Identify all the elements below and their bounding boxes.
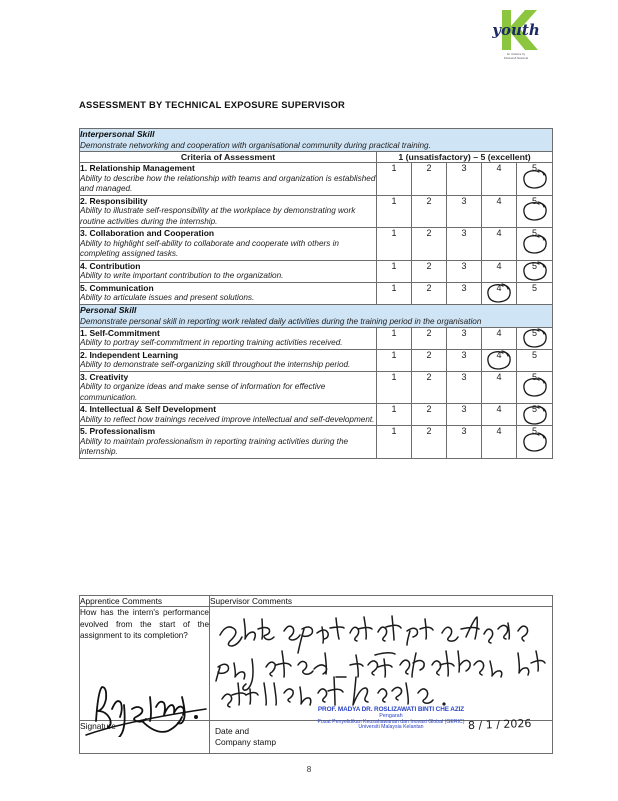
score-option-4[interactable] bbox=[482, 163, 517, 196]
score-value: 5 bbox=[532, 327, 538, 338]
criteria-name: 2. Independent Learning bbox=[80, 349, 179, 360]
apprentice-comments-header: Apprentice Comments bbox=[80, 596, 210, 607]
score-value: 1 bbox=[391, 260, 397, 271]
score-value: 3 bbox=[461, 404, 467, 414]
table-row bbox=[80, 327, 553, 349]
score-option-3[interactable] bbox=[447, 163, 482, 196]
supervisor-comments-header: Supervisor Comments bbox=[210, 596, 553, 607]
logo-tagline-line2: Khazanah Nasional bbox=[503, 57, 529, 61]
score-value: 3 bbox=[461, 426, 467, 436]
stamp-department: Pusat Penyelidikan Keusahawanan dan Inovasi Global (GERIC) bbox=[317, 718, 465, 725]
date-stamp-label: Date and Company stamp bbox=[215, 726, 276, 747]
score-option-2[interactable] bbox=[412, 282, 447, 304]
score-value: 1 bbox=[391, 327, 397, 338]
score-value: 1 bbox=[391, 371, 397, 382]
score-option-4[interactable] bbox=[482, 349, 517, 371]
score-value: 3 bbox=[461, 228, 467, 238]
score-value: 5 bbox=[532, 426, 538, 436]
score-value: 5 bbox=[532, 404, 538, 414]
score-option-1[interactable] bbox=[377, 404, 412, 426]
criteria-description: Ability to highlight self-ability to collaborate and cooperate with others in completing assigned tasks. bbox=[80, 238, 339, 258]
header-scale: 1 (unsatisfactory) – 5 (excellent) bbox=[377, 152, 553, 163]
score-option-3[interactable] bbox=[447, 404, 482, 426]
criteria-cell bbox=[80, 426, 377, 459]
table-row bbox=[80, 426, 553, 459]
score-value: 1 bbox=[391, 228, 397, 238]
table-row bbox=[80, 228, 553, 261]
score-value: 2 bbox=[426, 195, 432, 206]
score-option-5[interactable] bbox=[517, 349, 553, 371]
score-value: 2 bbox=[426, 426, 432, 436]
score-value: 4 bbox=[496, 228, 502, 238]
score-option-1[interactable] bbox=[377, 195, 412, 228]
table-row bbox=[80, 260, 553, 282]
criteria-cell bbox=[80, 371, 377, 404]
score-option-3[interactable] bbox=[447, 260, 482, 282]
score-value: 4 bbox=[496, 260, 502, 271]
score-value: 2 bbox=[426, 260, 432, 271]
table-row bbox=[80, 349, 553, 371]
score-option-1[interactable] bbox=[377, 371, 412, 404]
table-row bbox=[80, 282, 553, 304]
score-value: 4 bbox=[496, 349, 502, 360]
criteria-name: 3. Creativity bbox=[80, 371, 129, 382]
score-option-5[interactable] bbox=[517, 404, 553, 426]
score-option-3[interactable] bbox=[447, 371, 482, 404]
score-value: 1 bbox=[391, 195, 397, 206]
score-option-1[interactable] bbox=[377, 163, 412, 196]
criteria-description: Ability to maintain professionalism in reporting training activities during the internship. bbox=[80, 436, 349, 456]
table-row bbox=[80, 371, 553, 404]
score-option-2[interactable] bbox=[412, 404, 447, 426]
logo-youth-script-icon bbox=[484, 8, 548, 52]
criteria-description: Ability to demonstrate self-organizing skill throughout the internship period. bbox=[80, 360, 351, 369]
score-option-5[interactable] bbox=[517, 327, 553, 349]
score-option-5[interactable] bbox=[517, 163, 553, 196]
assessment-table bbox=[79, 128, 553, 459]
score-value: 5 bbox=[532, 195, 538, 206]
page-number: 8 bbox=[306, 765, 312, 774]
criteria-cell bbox=[80, 327, 377, 349]
score-option-3[interactable] bbox=[447, 426, 482, 459]
score-option-2[interactable] bbox=[412, 228, 447, 261]
table-row bbox=[80, 195, 553, 228]
score-value: 4 bbox=[496, 282, 502, 293]
score-value: 1 bbox=[391, 282, 397, 293]
svg-text:youth: youth bbox=[492, 21, 540, 39]
company-stamp bbox=[296, 707, 486, 731]
score-value: 1 bbox=[391, 163, 397, 173]
criteria-name: 5. Professionalism bbox=[80, 426, 156, 436]
score-value: 4 bbox=[496, 404, 502, 414]
score-option-3[interactable] bbox=[447, 282, 482, 304]
score-value: 3 bbox=[461, 327, 467, 338]
score-option-1[interactable] bbox=[377, 349, 412, 371]
score-value: 5 bbox=[532, 228, 538, 238]
score-option-2[interactable] bbox=[412, 327, 447, 349]
page-title: ASSESSMENT BY TECHNICAL EXPOSURE SUPERVISOR bbox=[79, 99, 346, 110]
score-value: 1 bbox=[391, 349, 397, 360]
score-option-3[interactable] bbox=[447, 349, 482, 371]
score-option-4[interactable] bbox=[482, 282, 517, 304]
section-title: Personal Skill bbox=[80, 304, 137, 315]
score-option-5[interactable] bbox=[517, 371, 553, 404]
criteria-cell bbox=[80, 228, 377, 261]
criteria-cell bbox=[80, 349, 377, 371]
date-handwritten: 8 / 1 / 2026 bbox=[467, 716, 532, 733]
score-value: 3 bbox=[461, 195, 467, 206]
score-value: 3 bbox=[461, 260, 467, 271]
score-option-4[interactable] bbox=[482, 228, 517, 261]
score-option-5[interactable] bbox=[517, 195, 553, 228]
criteria-description: Ability to articulate issues and present solutions. bbox=[80, 293, 255, 302]
score-value: 2 bbox=[426, 404, 432, 414]
score-value: 2 bbox=[426, 349, 432, 360]
score-value: 2 bbox=[426, 327, 432, 338]
score-option-2[interactable] bbox=[412, 349, 447, 371]
criteria-name: 3. Collaboration and Cooperation bbox=[80, 228, 215, 238]
score-option-4[interactable] bbox=[482, 426, 517, 459]
score-value: 3 bbox=[461, 163, 467, 173]
section-title: Interpersonal Skill bbox=[80, 129, 155, 139]
score-option-2[interactable] bbox=[412, 260, 447, 282]
stamp-position: Pengarah bbox=[379, 712, 403, 719]
score-option-4[interactable] bbox=[482, 195, 517, 228]
logo-tagline-line1: An initiative by bbox=[506, 53, 526, 56]
score-option-4[interactable] bbox=[482, 327, 517, 349]
criteria-name: 4. Contribution bbox=[80, 260, 141, 271]
score-value: 2 bbox=[426, 371, 432, 382]
logo-mark bbox=[484, 8, 548, 52]
score-value: 4 bbox=[496, 163, 502, 173]
criteria-name: 4. Intellectual & Self Development bbox=[80, 404, 217, 414]
score-option-1[interactable] bbox=[377, 260, 412, 282]
criteria-description: Ability to organize ideas and make sense of information for effective communication. bbox=[80, 382, 326, 402]
criteria-description: Ability to portray self-commitment in reporting training activities received. bbox=[80, 338, 343, 347]
score-option-2[interactable] bbox=[412, 371, 447, 404]
score-option-1[interactable] bbox=[377, 282, 412, 304]
kyouth-logo bbox=[484, 8, 548, 68]
criteria-description: Ability to reflect how trainings received improve intellectual and self-development. bbox=[80, 414, 375, 424]
score-value: 4 bbox=[496, 371, 502, 382]
score-value: 5 bbox=[532, 282, 538, 293]
score-option-5[interactable] bbox=[517, 228, 553, 261]
criteria-cell bbox=[80, 282, 377, 304]
score-option-5[interactable] bbox=[517, 282, 553, 304]
score-option-4[interactable] bbox=[482, 404, 517, 426]
score-option-1[interactable] bbox=[377, 426, 412, 459]
section-band bbox=[80, 304, 553, 327]
supervisor-handwriting bbox=[210, 607, 550, 715]
criteria-cell bbox=[80, 260, 377, 282]
score-value: 5 bbox=[532, 260, 538, 271]
supervisor-comments-cell[interactable] bbox=[210, 607, 553, 721]
score-value: 3 bbox=[461, 371, 467, 382]
signature-label: Signature bbox=[80, 721, 210, 754]
score-value: 1 bbox=[391, 404, 397, 414]
apprentice-prompt: How has the intern's performance evolved from the start of the assignment to its completion? bbox=[80, 608, 209, 640]
criteria-description: Ability to illustrate self-responsibility at the workplace by demonstrating work routine activities during the internship. bbox=[80, 206, 356, 226]
score-option-3[interactable] bbox=[447, 327, 482, 349]
criteria-name: 5. Communication bbox=[80, 282, 154, 293]
score-value: 3 bbox=[461, 282, 467, 293]
score-option-1[interactable] bbox=[377, 327, 412, 349]
score-value: 5 bbox=[532, 349, 538, 360]
score-option-5[interactable] bbox=[517, 260, 553, 282]
score-value: 5 bbox=[532, 163, 538, 173]
criteria-cell bbox=[80, 163, 377, 196]
score-option-3[interactable] bbox=[447, 195, 482, 228]
section-subtitle: Demonstrate networking and cooperation with organisational community during practical training. bbox=[80, 141, 431, 150]
score-value: 3 bbox=[461, 349, 467, 360]
score-option-5[interactable] bbox=[517, 426, 553, 459]
stamp-institution: Universiti Malaysia Kelantan bbox=[358, 724, 424, 731]
table-row bbox=[80, 163, 553, 196]
criteria-name: 2. Responsibility bbox=[80, 195, 148, 206]
section-band bbox=[80, 129, 553, 152]
score-option-3[interactable] bbox=[447, 228, 482, 261]
apprentice-comments-cell[interactable] bbox=[80, 607, 210, 721]
score-value: 4 bbox=[496, 426, 502, 436]
header-criteria: Criteria of Assessment bbox=[80, 152, 377, 163]
score-option-2[interactable] bbox=[412, 426, 447, 459]
section-subtitle: Demonstrate personal skill in reporting work related daily activities during the training period in the organisation bbox=[80, 316, 482, 326]
score-value: 4 bbox=[496, 327, 502, 338]
score-option-4[interactable] bbox=[482, 260, 517, 282]
score-value: 4 bbox=[496, 195, 502, 206]
score-option-1[interactable] bbox=[377, 228, 412, 261]
score-value: 5 bbox=[532, 371, 538, 382]
criteria-description: Ability to write important contribution to the organization. bbox=[80, 271, 284, 280]
criteria-cell bbox=[80, 404, 377, 426]
table-row bbox=[80, 404, 553, 426]
criteria-cell bbox=[80, 195, 377, 228]
score-option-4[interactable] bbox=[482, 371, 517, 404]
score-value: 1 bbox=[391, 426, 397, 436]
score-value: 2 bbox=[426, 282, 432, 293]
score-option-2[interactable] bbox=[412, 195, 447, 228]
score-value: 2 bbox=[426, 163, 432, 173]
score-option-2[interactable] bbox=[412, 163, 447, 196]
criteria-name: 1. Self-Commitment bbox=[80, 327, 160, 338]
criteria-name: 1. Relationship Management bbox=[80, 163, 195, 173]
score-value: 2 bbox=[426, 228, 432, 238]
stamp-name: PROF. MADYA DR. ROSLIZAWATI BINTI CHE AZIZ bbox=[317, 706, 465, 713]
criteria-description: Ability to describe how the relationship with teams and organization is established and managed. bbox=[80, 173, 376, 193]
